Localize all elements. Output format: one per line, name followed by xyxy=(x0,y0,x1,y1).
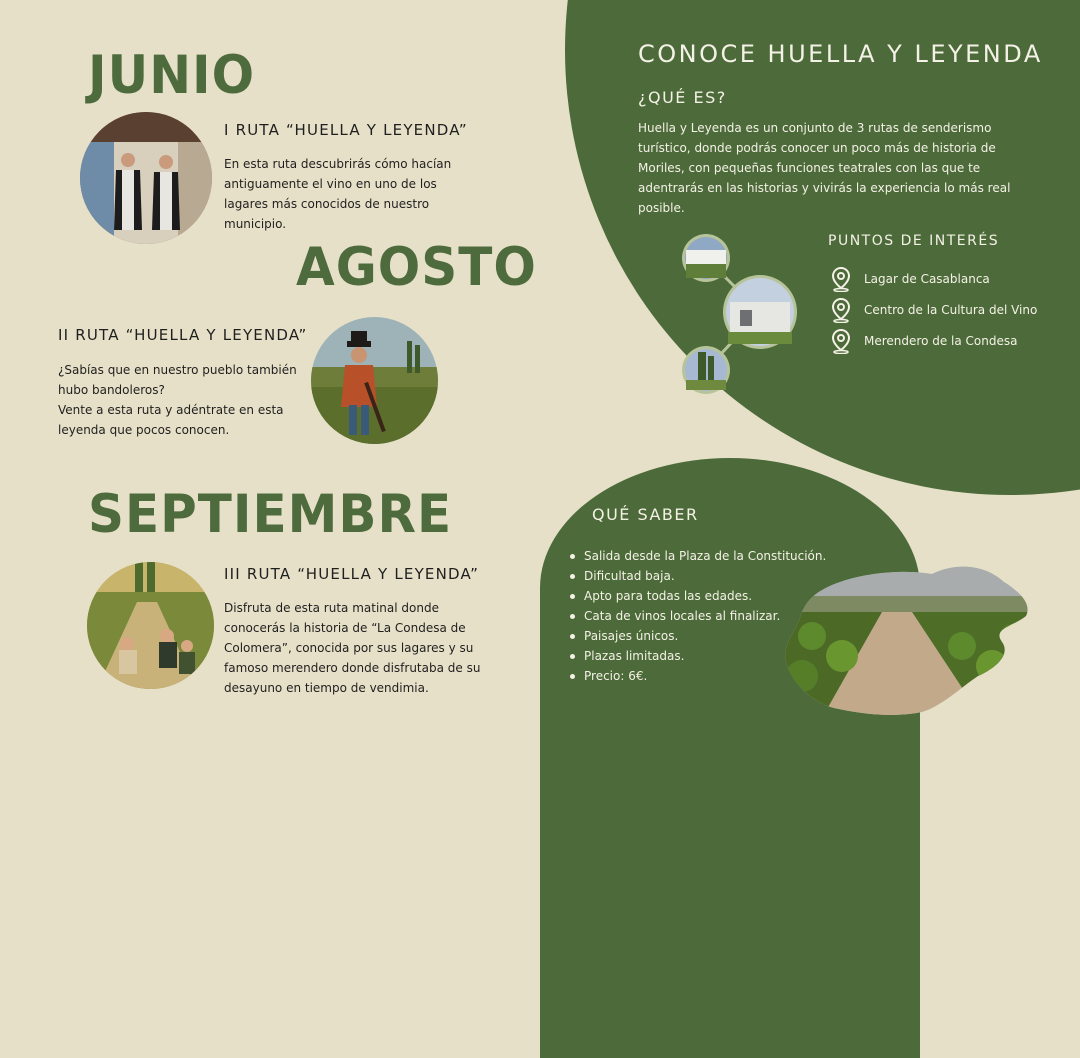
text-line: desayuno en tiempo de vendimia. xyxy=(224,681,429,695)
list-item: Paisajes únicos. xyxy=(568,626,826,646)
month-septiembre: SEPTIEMBRE xyxy=(88,483,453,545)
text-line: lagares más conocidos de nuestro xyxy=(224,197,430,211)
puntos-list xyxy=(830,263,1037,356)
text-line: Colomera”, conocida por sus lagares y su xyxy=(224,641,474,655)
month-junio: JUNIO xyxy=(88,44,256,106)
poi-item xyxy=(830,263,1037,294)
route-title-1: I RUTA “HUELLA Y LEYENDA” xyxy=(224,121,468,139)
route-description-1 xyxy=(224,154,451,234)
map-pin-icon xyxy=(830,297,852,323)
text-line: Vente a esta ruta y adéntrate en esta xyxy=(58,403,284,417)
list-item: Dificultad baja. xyxy=(568,566,826,586)
text-line: posible. xyxy=(638,201,685,215)
text-line: Moriles, con pequeñas funciones teatrales con las que te xyxy=(638,161,981,175)
photo-bandolero xyxy=(311,317,438,444)
text-line: conocerás la historia de “La Condesa de xyxy=(224,621,466,635)
text-line: antiguamente el vino en uno de los xyxy=(224,177,437,191)
month-agosto: AGOSTO xyxy=(296,236,537,298)
poi-item xyxy=(830,294,1037,325)
map-pin-icon xyxy=(830,266,852,292)
text-line: hubo bandoleros? xyxy=(58,383,165,397)
que-saber-heading: QUÉ SABER xyxy=(592,505,699,524)
text-line: adentrarás en las historias y vivirás la experiencia lo más real xyxy=(638,181,1011,195)
puntos-photo-cluster xyxy=(680,232,805,397)
main-title: CONOCE HUELLA Y LEYENDA xyxy=(638,40,1043,68)
map-pin-icon xyxy=(830,328,852,354)
green-circle-background xyxy=(565,0,1080,495)
route-description-3 xyxy=(224,598,480,698)
photo-vineyard xyxy=(782,556,1032,718)
text-line: ¿Sabías que en nuestro pueblo también xyxy=(58,363,297,377)
text-line: leyenda que pocos conocen. xyxy=(58,423,230,437)
text-line: famoso merendero donde disfrutaba de su xyxy=(224,661,481,675)
text-line: turístico, donde podrás conocer un poco más de historia de xyxy=(638,141,996,155)
text-line: Huella y Leyenda es un conjunto de 3 rutas de senderismo xyxy=(638,121,992,135)
poi-item xyxy=(830,325,1037,356)
puntos-heading: PUNTOS DE INTERÉS xyxy=(828,233,1000,249)
poi-label: Centro de la Cultura del Vino xyxy=(864,302,1038,317)
route-description-2 xyxy=(58,360,297,440)
poi-label: Merendero de la Condesa xyxy=(864,333,1018,348)
route-title-2: II RUTA “HUELLA Y LEYENDA” xyxy=(58,326,308,344)
que-es-heading: ¿QUÉ ES? xyxy=(638,88,727,107)
text-line: Disfruta de esta ruta matinal donde xyxy=(224,601,439,615)
photo-condesa-picnic xyxy=(87,562,214,689)
list-item: Salida desde la Plaza de la Constitución. xyxy=(568,546,826,566)
photo-lagar-monks xyxy=(80,112,212,244)
poi-label: Lagar de Casablanca xyxy=(864,271,990,286)
list-item: Precio: 6€. xyxy=(568,666,826,686)
text-line: En esta ruta descubrirás cómo hacían xyxy=(224,157,452,171)
list-item: Plazas limitadas. xyxy=(568,646,826,666)
que-es-paragraph xyxy=(638,118,1010,218)
list-item: Apto para todas las edades. xyxy=(568,586,826,606)
text-line: municipio. xyxy=(224,217,287,231)
list-item: Cata de vinos locales al finalizar. xyxy=(568,606,826,626)
route-title-3: III RUTA “HUELLA Y LEYENDA” xyxy=(224,565,480,583)
